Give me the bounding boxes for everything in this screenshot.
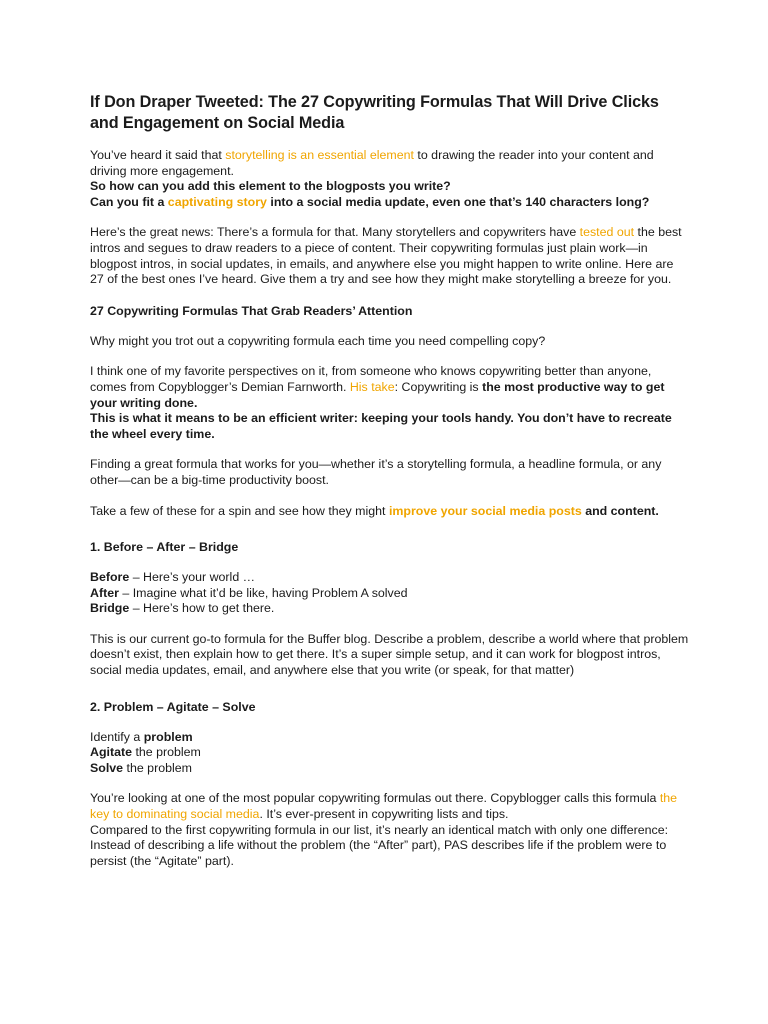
improve-posts-link[interactable]: improve your social media posts — [388, 503, 582, 518]
step-solve: Solve the problem — [90, 760, 192, 775]
intro-line: You’ve heard it said that storytelling is an essential element to drawing the reader into your content and driving more engagement. — [90, 148, 654, 178]
captivating-story-link[interactable]: captivating story — [167, 194, 267, 209]
intro-question-1: So how can you add this element to the blogposts you write? — [90, 179, 451, 194]
formula-1-heading: 1. Before – After – Bridge — [90, 540, 239, 555]
formula-2-heading: 2. Problem – Agitate – Solve — [90, 699, 256, 714]
formula-2-description: You’re looking at one of the most popular copywriting formulas out there. Copyblogger calls this formula the key to dominating social media. It’s ever-present in copywriting lists and tips. Compared to the first copywriting formula in our list, it’s nearly an identical match with only one difference: Instead of describing a life without the problem (the “After” part), PAS describes life if the problem were to persist (the “Agitate” part). — [90, 791, 690, 869]
finding-paragraph: Finding a great formula that works for you—whether it’s a storytelling formula, a headline formula, or any other—can be a big-time productivity boost. — [90, 457, 662, 487]
his-take-link[interactable]: His take — [349, 379, 395, 394]
storytelling-link[interactable]: storytelling is an essential element — [225, 148, 414, 162]
formula-2-steps — [90, 730, 690, 777]
step-identify: Identify a problem — [90, 729, 193, 744]
why-paragraph: Why might you trot out a copywriting formula each time you need compelling copy? — [90, 333, 546, 348]
spin-paragraph: Take a few of these for a spin and see how they might improve your social media posts and content. — [90, 503, 659, 518]
formula-1-steps — [90, 570, 690, 617]
step-bridge: Bridge – Here’s how to get there. — [90, 601, 275, 616]
intro-question-2: Can you fit a captivating story into a social media update, even one that’s 140 characters long? — [90, 194, 650, 209]
dominating-social-media-link[interactable]: the key to dominating social media — [90, 791, 678, 822]
page-title: If Don Draper Tweeted: The 27 Copywriting Formulas That Will Drive Clicks and Engagement on Social Media — [90, 93, 659, 132]
formula-1-description: This is our current go-to formula for the Buffer blog. Describe a problem, describe a world where that problem doesn’t exist, then explain how to get there. It’s a super simple setup, and it can work for blogpost intros, social media updates, email, and anywhere else that you write (or speak, for that matter) — [90, 631, 689, 678]
intro-paragraph — [90, 148, 690, 210]
step-before: Before – Here’s your world … — [90, 570, 256, 585]
section-heading: 27 Copywriting Formulas That Grab Readers’ Attention — [90, 303, 413, 318]
efficient-writer-text: This is what it means to be an efficient writer: keeping your tools handy. You don’t have to recreate the wheel every time. — [90, 411, 672, 441]
document-page — [90, 92, 690, 884]
perspective-paragraph: I think one of my favorite perspectives on it, from someone who knows copywriting better than anyone, comes from Copyblogger’s Demian Farnworth. His take: Copywriting is the most productive way to get your writing done. This is what it means to be an efficient writer: keeping your tools handy. You don’t have to recreate the wheel every time. — [90, 364, 690, 442]
tested-out-link[interactable]: tested out — [579, 225, 635, 240]
formula-2-comparison: Compared to the first copywriting formula in our list, it’s nearly an identical match with only one difference: Instead of describing a life without the problem (the “After” part), PAS describes life if the problem were to persist (the “Agitate” part). — [90, 822, 669, 868]
step-after: After – Imagine what it’d be like, having Problem A solved — [90, 585, 408, 600]
step-agitate: Agitate the problem — [90, 745, 201, 760]
great-news-paragraph: Here’s the great news: There’s a formula for that. Many storytellers and copywriters have tested out the best intros and segues to draw readers to a piece of content. Their copywriting formulas just plain work—in blogpost intros, in social updates, in emails, and anywhere else you might happen to write online. Here are 27 of the best ones I’ve heard. Give them a try and see how they might make storytelling a breeze for you. — [90, 225, 682, 287]
